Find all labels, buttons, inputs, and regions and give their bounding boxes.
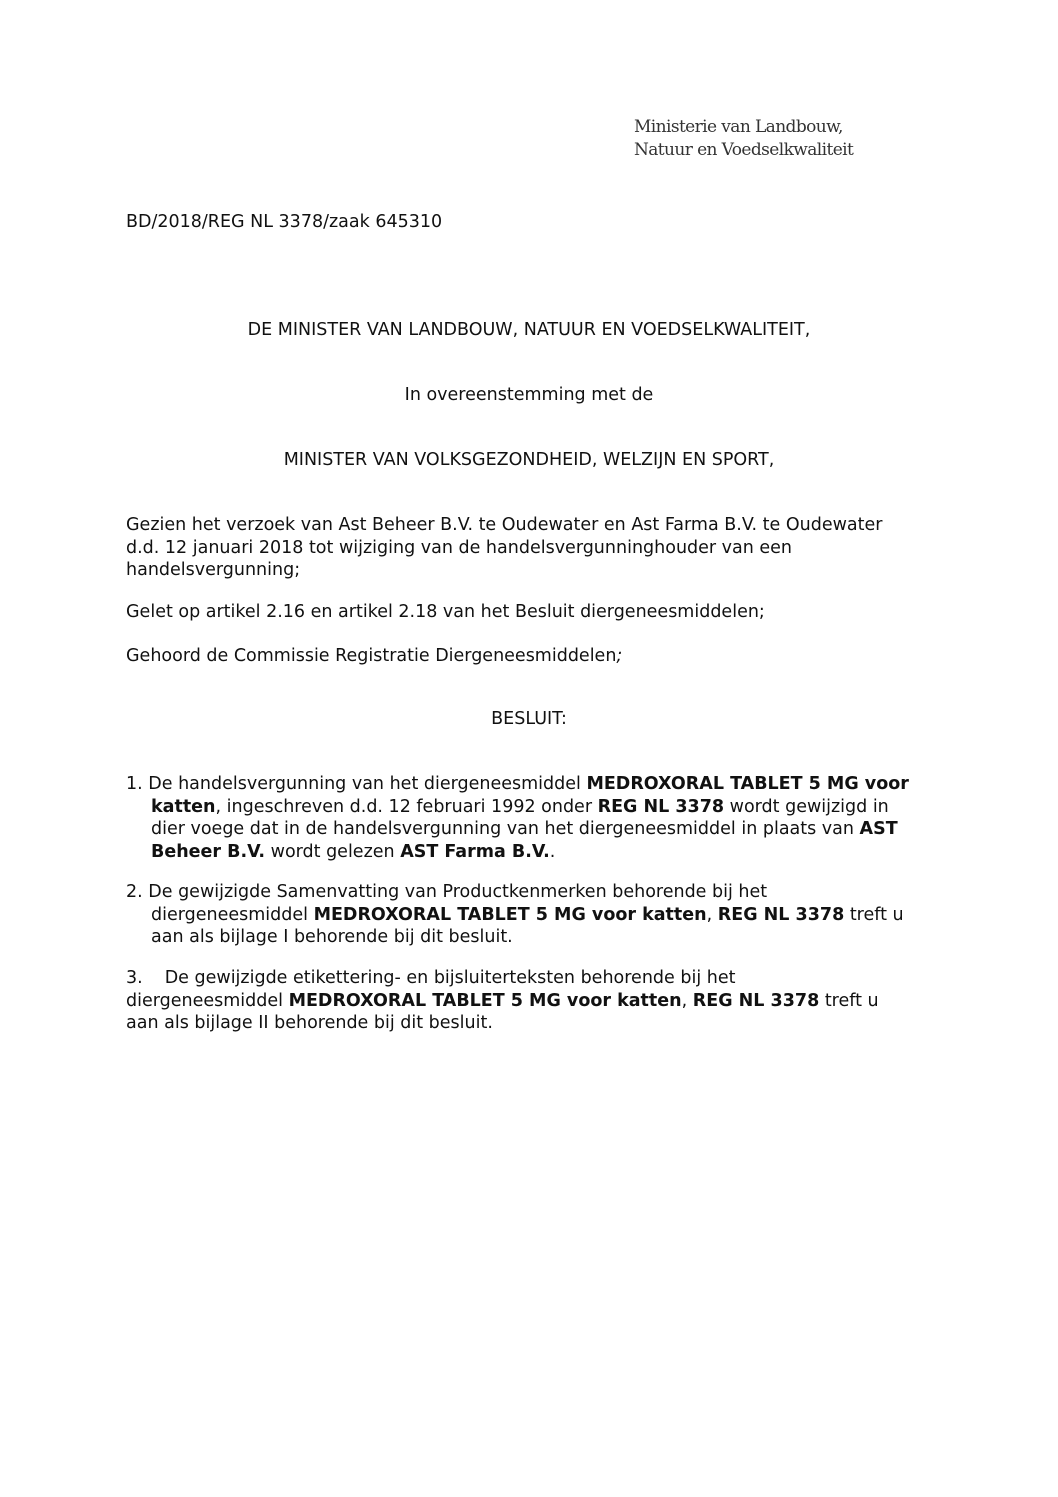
besluit-heading: BESLUIT: <box>491 709 567 729</box>
heading-minister-lnv: DE MINISTER VAN LANDBOUW, NATUUR EN VOEDSELKWALITEIT, <box>247 320 811 340</box>
item-3-number: 3. <box>126 968 143 988</box>
item-1-product-name: MEDROXORAL TABLET 5 MG voor <box>586 774 909 794</box>
gezien-line-3: handelsvergunning; <box>126 560 301 580</box>
decision-item-2 <box>126 881 936 949</box>
item-1-number: 1. <box>126 774 143 794</box>
item-1-old-holder: AST <box>859 819 898 839</box>
ministry-line-1: Ministerie van Landbouw, <box>634 117 843 137</box>
item-1-text-g: dier voege dat in de handelsvergunning van het diergeneesmiddel in plaats van <box>151 819 860 839</box>
decision-item-3 <box>126 967 936 1035</box>
gehoord-paragraph <box>126 645 926 668</box>
gezien-paragraph <box>126 514 926 582</box>
gezien-line-2: d.d. 12 januari 2018 tot wijziging van de handelsvergunninghouder van een <box>126 537 793 558</box>
item-3-text-g: aan als bijlage II behorende bij dit besluit. <box>126 1013 493 1033</box>
item-3-comma: , <box>681 990 693 1011</box>
item-1-text-d: , ingeschreven d.d. 12 februari 1992 onder <box>215 796 598 817</box>
item-3-text-a: De gewijzigde etikettering- en bijsluiterteksten behorende bij het <box>164 968 736 988</box>
item-1-text-a: De handelsvergunning van het diergeneesmiddel <box>142 774 587 794</box>
item-2-text-f: treft u <box>844 904 904 925</box>
item-1-new-holder: AST Farma B.V. <box>400 841 550 862</box>
ministry-header <box>634 116 853 162</box>
gehoord-end: ; <box>616 646 623 666</box>
gelet-paragraph <box>126 601 926 624</box>
reference-number: BD/2018/REG NL 3378/zaak 645310 <box>126 212 443 232</box>
item-3-reg-number: REG NL 3378 <box>692 990 820 1011</box>
item-1-old-holder-cont: Beheer B.V. <box>151 841 266 862</box>
heading-in-overeenstemming: In overeenstemming met de <box>404 385 654 405</box>
item-1-period: . <box>549 841 556 862</box>
item-2-comma: , <box>706 904 718 925</box>
heading-minister-vws: MINISTER VAN VOLKSGEZONDHEID, WELZIJN EN SPORT, <box>283 450 775 470</box>
item-2-text-g: aan als bijlage I behorende bij dit besluit. <box>151 927 513 947</box>
item-1-reg-number: REG NL 3378 <box>597 796 725 817</box>
item-3-text-f: treft u <box>819 990 879 1011</box>
gezien-line-1: Gezien het verzoek van Ast Beheer B.V. te Oudewater en Ast Farma B.V. te Oudewater <box>126 515 883 535</box>
item-1-product-name-cont: katten <box>151 796 216 817</box>
item-2-text-a: De gewijzigde Samenvatting van Productkenmerken behorende bij het <box>142 882 768 902</box>
decision-item-1 <box>126 773 936 863</box>
item-1-text-f: wordt gewijzigd in <box>724 796 889 817</box>
item-2-reg-number: REG NL 3378 <box>717 904 845 925</box>
item-2-number: 2. <box>126 882 143 902</box>
ministry-line-2: Natuur en Voedselkwaliteit <box>634 140 854 160</box>
item-2-text-b: diergeneesmiddel <box>151 904 314 925</box>
item-2-product-name: MEDROXORAL TABLET 5 MG voor katten <box>313 904 707 925</box>
gehoord-text: Gehoord de Commissie Registratie Diergeneesmiddelen <box>126 646 617 666</box>
item-1-text-j: wordt gelezen <box>265 841 401 862</box>
item-3-product-name: MEDROXORAL TABLET 5 MG voor katten <box>288 990 682 1011</box>
gelet-text: Gelet op artikel 2.16 en artikel 2.18 van het Besluit diergeneesmiddelen; <box>126 602 765 622</box>
item-3-text-b: diergeneesmiddel <box>126 990 289 1011</box>
